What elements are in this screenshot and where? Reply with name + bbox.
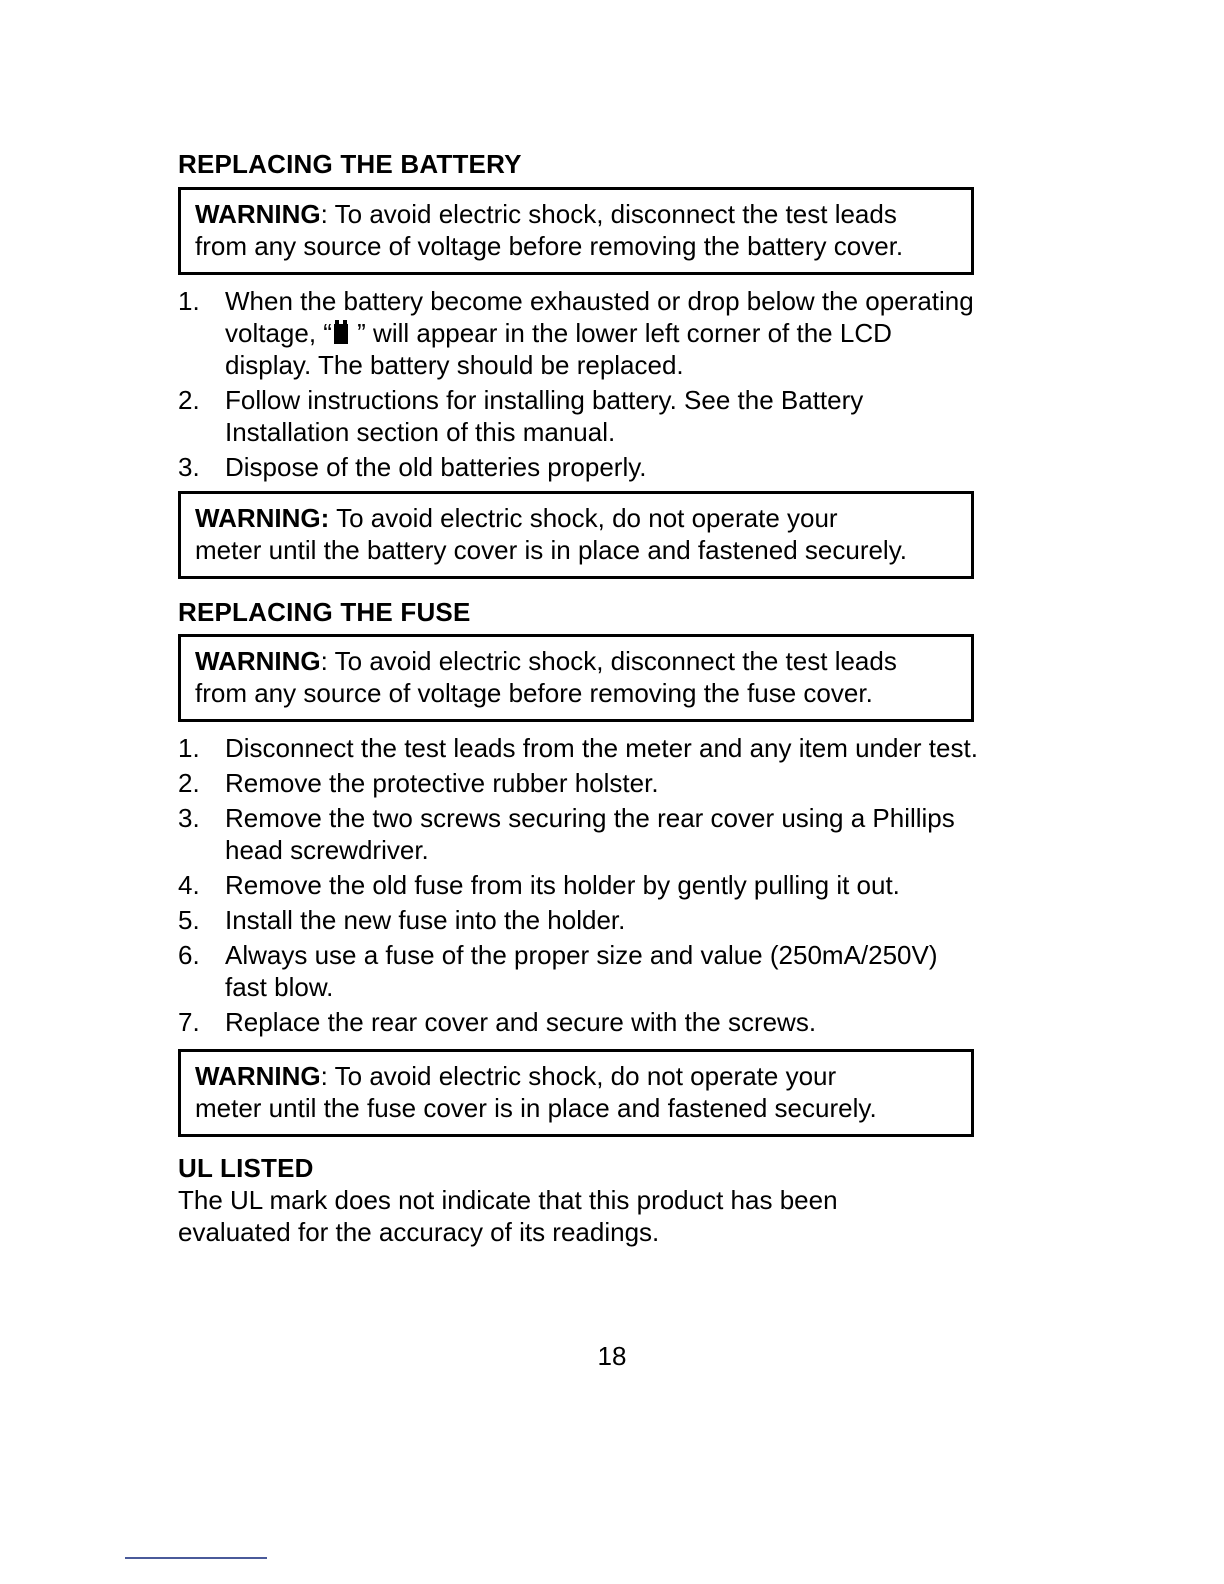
ul-section-heading: UL LISTED	[178, 1153, 314, 1183]
battery-cover-warning-box	[178, 491, 974, 579]
fuse-section-heading: REPLACING THE FUSE	[178, 597, 471, 627]
fuse-cover-warning-box	[178, 1049, 974, 1137]
battery-section-heading: REPLACING THE BATTERY	[178, 149, 522, 179]
warning-text-line1: To avoid electric shock, disconnect the test leads	[327, 199, 897, 229]
step-text-before-icon: When the battery become exhausted or drop below the operating voltage, “	[225, 286, 974, 348]
step-text: Replace the rear cover and secure with the screws.	[225, 1007, 817, 1037]
step-number: 3.	[178, 803, 200, 833]
list-item	[178, 802, 978, 866]
ul-section-text: The UL mark does not indicate that this product has been evaluated for the accuracy of its readings.	[178, 1185, 838, 1247]
step-number: 6.	[178, 940, 200, 970]
list-item	[178, 451, 978, 483]
warning-text-line2: meter until the battery cover is in place and fastened securely.	[195, 535, 908, 565]
warning-separator: :	[320, 1061, 328, 1091]
step-text-after-icon: ” will appear in the lower left corner of the LCD display. The battery should be replaced.	[225, 318, 892, 380]
list-item	[178, 869, 978, 901]
page-number: 18	[597, 1341, 627, 1371]
step-number: 7.	[178, 1007, 200, 1037]
warning-text-line2: from any source of voltage before removing the fuse cover.	[195, 678, 873, 708]
list-item	[178, 904, 978, 936]
list-item	[178, 1006, 978, 1038]
battery-icon	[334, 324, 348, 344]
warning-text-line1: To avoid electric shock, do not operate your	[327, 1061, 837, 1091]
battery-steps-list	[178, 285, 978, 483]
list-item	[178, 732, 978, 764]
step-number: 4.	[178, 870, 200, 900]
fuse-steps-list	[178, 732, 978, 1038]
step-text: Remove the two screws securing the rear cover using a Phillips head screwdriver.	[225, 803, 955, 865]
manual-page	[178, 148, 978, 1248]
fuse-warning-box	[178, 634, 974, 722]
warning-label: WARNING	[195, 1061, 321, 1091]
warning-label: WARNING	[195, 199, 321, 229]
list-item	[178, 767, 978, 799]
warning-label: WARNING:	[195, 503, 330, 533]
step-text: Disconnect the test leads from the meter and any item under test.	[225, 733, 978, 763]
step-text: Follow instructions for installing battery. See the Battery Installation section of this manual.	[225, 385, 864, 447]
warning-separator: :	[320, 199, 328, 229]
warning-text-line1: To avoid electric shock, do not operate your	[329, 503, 838, 533]
step-text: Always use a fuse of the proper size and value (250mA/250V) fast blow.	[225, 940, 938, 1002]
step-number: 2.	[178, 768, 200, 798]
step-number: 1.	[178, 286, 200, 316]
step-number: 3.	[178, 452, 200, 482]
warning-separator: :	[320, 646, 328, 676]
list-item	[178, 384, 978, 448]
warning-label: WARNING	[195, 646, 321, 676]
step-text: Remove the protective rubber holster.	[225, 768, 659, 798]
list-item	[178, 939, 978, 1003]
footer-divider	[125, 1557, 267, 1559]
list-item	[178, 285, 978, 381]
step-text: Install the new fuse into the holder.	[225, 905, 626, 935]
step-number: 1.	[178, 733, 200, 763]
step-text: Remove the old fuse from its holder by gently pulling it out.	[225, 870, 900, 900]
warning-text-line1: To avoid electric shock, disconnect the test leads	[327, 646, 897, 676]
warning-text-line2: from any source of voltage before removing the battery cover.	[195, 231, 904, 261]
step-number: 2.	[178, 385, 200, 415]
warning-text-line2: meter until the fuse cover is in place and fastened securely.	[195, 1093, 877, 1123]
battery-warning-box	[178, 187, 974, 275]
step-text: Dispose of the old batteries properly.	[225, 452, 647, 482]
step-number: 5.	[178, 905, 200, 935]
